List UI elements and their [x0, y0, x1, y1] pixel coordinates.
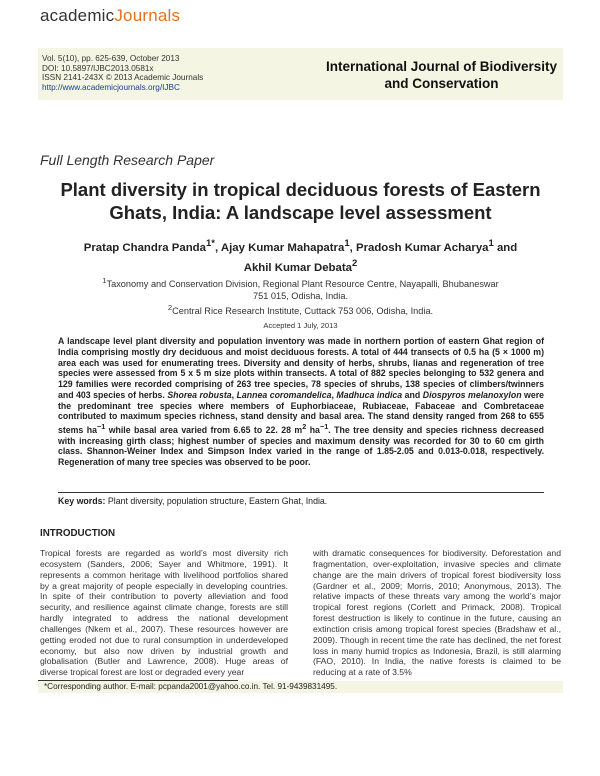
affiliation-2 [40, 302, 561, 318]
body-column-right: with dramatic consequences for biodiversity. Deforestation and fragmentation, over-exploitation, invasive species and climate change are the main drivers of tropical forest biodiversity loss (Gardner et al., 2009; Morris, 2010; Anonymous, 2013). The relative impacts of these threats vary among the world’s major tropical forest regions (Corlett and Primack, 2008). Tropical forest destruction is likely to continue in the future, causing an extinction crisis among tropical forest species (Bradshaw et al., 2009). Though in recent time the rate has declined, the net forest loss in many humid tropics as Indonesia, Brazil, is still alarming (FAO, 2010). In India, the native forests is claimed to be reducing at a rate of 3.5% [313, 548, 561, 678]
affiliation-1-mark: 1 [102, 276, 107, 285]
abstract-text: . The tree density and species richness decreased with increasing girth class; highest number of species and maximum density was recorded for 30 to 60 cm girth class. Shannon-Weiner Index and Simpson Index varied in the range of 1.85-2.05 and 0.013-0.018, respectively. Regeneration of many tree species was observed to be poor. [58, 424, 545, 468]
species-name: Madhuca indica [336, 389, 403, 400]
affiliation-1-text: Taxonomy and Conservation Division, Regional Plant Resource Centre, Nayapalli, Bhubaneswar [106, 279, 499, 290]
journal-title-line2: and Conservation [384, 76, 499, 91]
author-name: Pratap Chandra Panda [83, 241, 206, 254]
publisher-logo [40, 6, 180, 26]
author-separator: , [214, 241, 221, 254]
affiliation-1 [40, 275, 561, 291]
species-name: Diospyros melanoxylon [422, 389, 522, 400]
abstract-text: were the predominant tree species where members of Euphorbiaceae, Rubiaceae, Fabaceae and Combretaceae contributed to maximum species richness, stand density and basal area. The stand density ranged from 268 to 655 stems ha [58, 389, 545, 435]
superscript: 2 [302, 422, 307, 431]
corresponding-author-mark: * [211, 238, 215, 249]
author-separator: , [349, 241, 356, 254]
abstract-and: and [402, 389, 423, 400]
affiliation-2-mark: 2 [167, 303, 173, 313]
author-affiliation-mark: 1 [205, 238, 212, 249]
corresponding-author-footnote: *Corresponding author. E-mail: pcpanda2001@yahoo.co.in. Tel. 91-9439831495. [44, 682, 338, 691]
author-name: Akhil Kumar Debata [243, 261, 352, 274]
keywords [58, 496, 327, 506]
logo-text-academic: academic [40, 6, 115, 25]
author-separator: and [493, 241, 518, 254]
journal-title [320, 58, 563, 92]
accepted-date: Accepted 1 July, 2013 [263, 321, 338, 330]
abstract [58, 336, 544, 468]
affiliation-1-continued: 751 015, Odisha, India. [252, 290, 348, 301]
abstract-text: while basal area varied from 6.65 to 22. 28 m [105, 424, 303, 435]
journal-url-link[interactable]: http://www.academicjournals.org/IJBC [42, 82, 180, 92]
keywords-text: Plant diversity, population structure, Eastern Ghat, India. [105, 496, 328, 506]
footnote-divider [38, 680, 238, 681]
author-name: Pradosh Kumar Acharya [355, 241, 489, 254]
abstract-text: A landscape level plant diversity and population inventory was made in northern portion of eastern Ghat region of India comprising mostly dry deciduous and moist deciduous forests. A total of 444 transects of 0.5 ha (5 × 1000 m) area each was used for enumerating trees. Diversity and density of herbs, shrubs, lianas and regeneration of tree species were assessed from 5 x 5 m size plots within transects. A total of 882 species belonging to 532 genera and 129 families were recorded comprising of 263 tree species, 78 species of shrubs, 138 species of climbers/twinners and 403 species of herbs. [58, 336, 544, 400]
article-title-line1: Plant diversity in tropical deciduous forests of Eastern [60, 179, 541, 200]
abstract-text: ha [306, 424, 320, 435]
article-type: Full Length Research Paper [40, 152, 215, 168]
author-affiliation-mark: 1 [344, 238, 350, 249]
logo-text-journals: Journals [114, 6, 181, 25]
affiliation-2-text: Central Rice Research Institute, Cuttack 753 006, Odisha, India. [172, 306, 434, 317]
section-heading-introduction: INTRODUCTION [40, 528, 116, 539]
author-name: Ajay Kumar Mahapatra [220, 241, 345, 254]
body-column-left: Tropical forests are regarded as world’s most diversity rich ecosystem (Sanders, 2006; Sayer and Whitmore, 1991). It represents a common heritage with livelihood portfolios shared by a great majority of people especially in developing countries. In spite of their contribution to poverty alleviation and food security, and resilience against climate change, forests are still hardly integrated to address the national development challenges (Nkem et al., 2007). These resources however are getting eroded not due to rural consumption in underdeveloped economy, but also now driven by industrial growth and globalisation (Butler and Lawrence, 2008). Huge areas of diverse tropical forest are lost or degraded every year [40, 548, 288, 678]
affiliations [40, 275, 561, 318]
issn: ISSN 2141-243X © 2013 Academic Journals [42, 73, 204, 83]
superscript: −1 [96, 422, 106, 431]
keywords-label: Key words: [58, 496, 106, 506]
journal-title-line1: International Journal of Biodiversity [325, 59, 558, 74]
article-title [40, 178, 561, 224]
author-affiliation-mark: 2 [351, 257, 358, 269]
superscript: −1 [319, 422, 329, 431]
doi: DOI: 10.5897/IJBC2013.0581x [42, 63, 154, 73]
article-metadata [42, 54, 203, 92]
author-affiliation-mark: 1 [488, 238, 494, 249]
article-title-line2: Ghats, India: A landscape level assessment [109, 202, 492, 223]
species-name: Lannea coromandelica [236, 389, 332, 400]
keywords-divider [58, 492, 544, 493]
abstract-comma: , [331, 389, 337, 400]
species-name: Shorea robusta [167, 389, 232, 400]
abstract-comma: , [231, 389, 237, 400]
volume-info: Vol. 5(10), pp. 625-639, October 2013 [42, 54, 180, 63]
author-list [40, 236, 561, 276]
